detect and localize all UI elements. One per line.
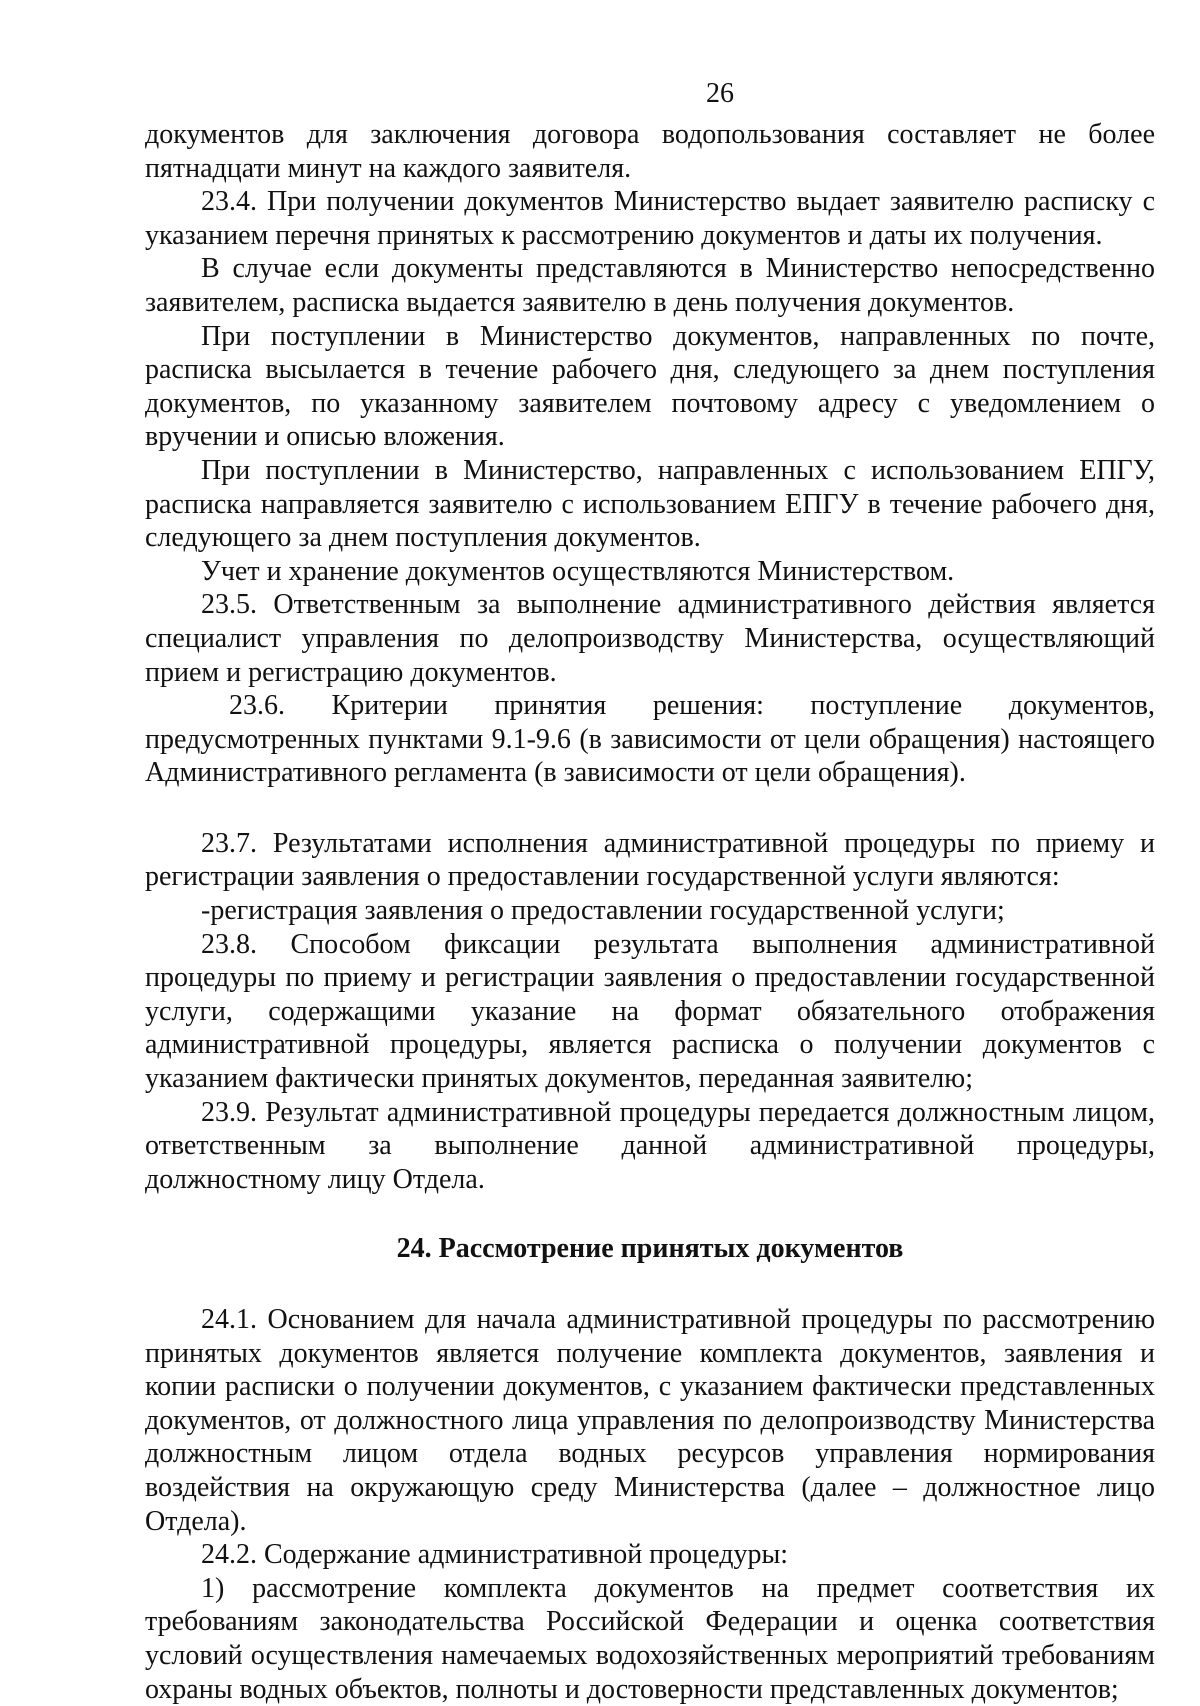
paragraph-registration-item: -регистрация заявления о предоставлении государственной услуги; [201, 895, 1005, 927]
paragraph-23-4: 23.4. При получении документов Министерство выдает заявителю расписку с указанием перечня принятых к рассмотрению документов и даты их получения. [145, 186, 1155, 251]
paragraph-postal-submission: При поступлении в Министерство документов, направленных по почте, расписка высылается в течение рабочего дня, следующего за днем поступления документов, по указанному заявителем почтовому адресу с уведомлением о вручении и описью вложения. [145, 320, 1155, 453]
page-number: 26 [706, 78, 734, 109]
paragraph-list-item-1: 1) рассмотрение комплекта документов на предмет соответствия их требованиям законодательства Российской Федерации и оценка соответствия условий осуществления намечаемых водохозяйственных мероприятий требованиям охраны водных объектов, полноты и достоверности представленных документов; [145, 1572, 1155, 1705]
document-page [145, 70, 1155, 1706]
paragraph-direct-submission: В случае если документы представляются в Министерство непосредственно заявителем, расписка выдается заявителю в день получения документов. [145, 253, 1155, 318]
paragraph-continuation: документов для заключения договора водопользования составляет не более пятнадцати минут на каждого заявителя. [145, 119, 1155, 184]
paragraph-23-9: 23.9. Результат административной процедуры передается должностным лицом, ответственным за выполнение данной административной процедуры, должностному лицу Отдела. [145, 1096, 1155, 1195]
paragraph-storage: Учет и хранение документов осуществляются Министерством. [201, 555, 955, 587]
section-title: 24. Рассмотрение принятых документов [396, 1233, 904, 1265]
paragraph-23-6: 23.6. Критерии принятия решения: поступление документов, предусмотренных пунктами 9.1-9.6 (в зависимости от цели обращения) настоящего Административного регламента (в зависимости от цели обращения). [145, 690, 1155, 789]
paragraph-23-7: 23.7. Результатами исполнения административной процедуры по приему и регистрации заявления о предоставлении государственной услуги являются: [145, 827, 1155, 893]
paragraph-24-1: 24.1. Основанием для начала административной процедуры по рассмотрению принятых документов является получение комплекта документов, заявления и копии расписки о получении документов, с указанием фактически представленных документов, от должностного лица управления по делопроизводству Министерства должностным лицом отдела водных ресурсов управления нормирования воздействия на окружающую среду Министерства (далее – должностное лицо Отдела). [145, 1304, 1155, 1537]
paragraph-24-2: 24.2. Содержание административной процедуры: [201, 1539, 789, 1571]
paragraph-23-8: 23.8. Способом фиксации результата выполнения административной процедуры по приему и регистрации заявления о предоставлении государственной услуги, содержащими указание на формат обязательного отображения административной процедуры, является расписка о получении документов с указанием фактически принятых документов, переданная заявителю; [145, 928, 1155, 1095]
paragraph-epgu-submission: При поступлении в Министерство, направленных с использованием ЕПГУ, расписка направляется заявителю с использованием ЕПГУ в течение рабочего дня, следующего за днем поступления документов. [145, 454, 1155, 554]
paragraph-23-5: 23.5. Ответственным за выполнение административного действия является специалист управления по делопроизводству Министерства, осуществляющий прием и регистрацию документов. [145, 589, 1155, 688]
